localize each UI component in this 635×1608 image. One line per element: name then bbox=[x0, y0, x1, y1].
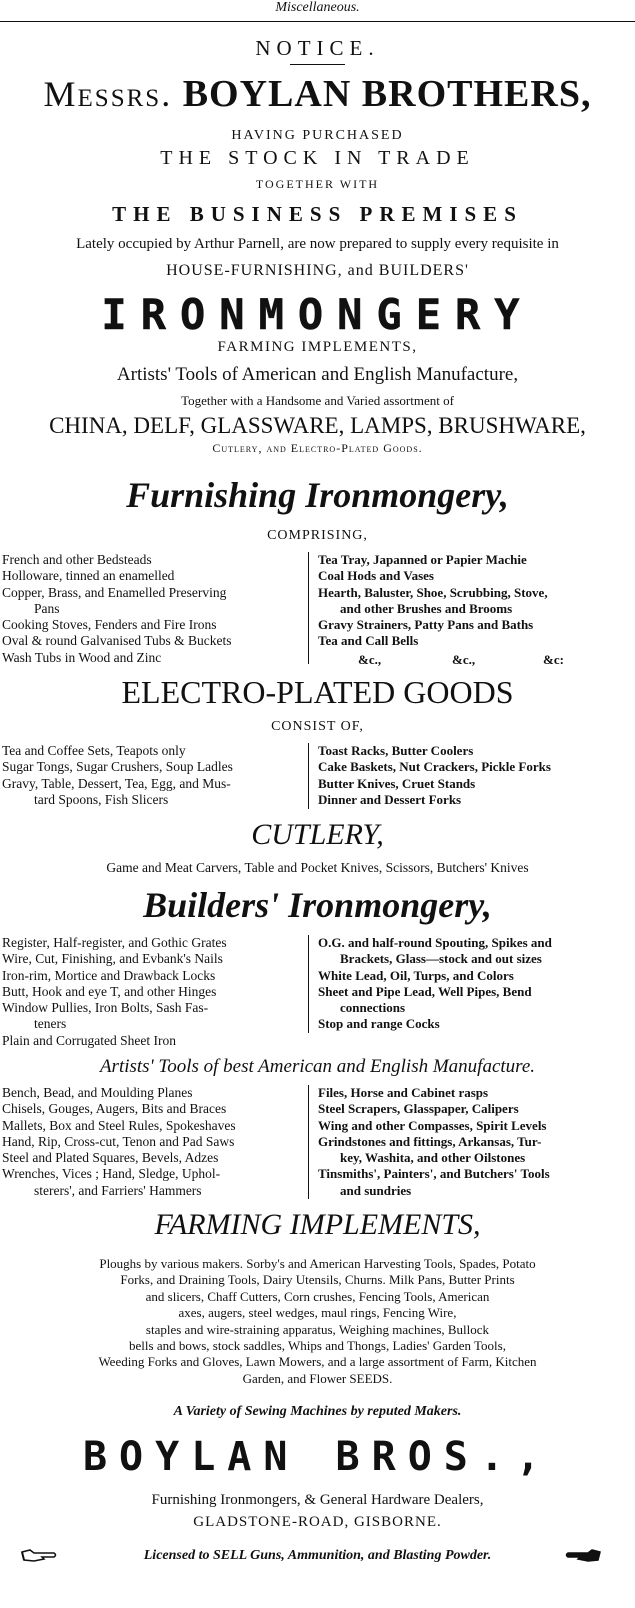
offer-together: Together with a Handsome and Varied assortment of bbox=[181, 393, 454, 408]
list-item: Wrenches, Vices ; Hand, Sledge, Uphol- bbox=[2, 1166, 221, 1182]
list-item: Oval & round Galvanised Tubs & Buckets bbox=[2, 633, 232, 649]
offer-farming: FARMING IMPLEMENTS, bbox=[217, 339, 418, 355]
list-item: Sugar Tongs, Sugar Crushers, Soup Ladles bbox=[2, 759, 233, 775]
farming-line: bells and bows, stock saddles, Whips and Thongs, Ladies' Garden Tools, bbox=[129, 1338, 506, 1354]
list-item: Iron-rim, Mortice and Drawback Locks bbox=[2, 967, 216, 983]
list-item: Hand, Rip, Cross-cut, Tenon and Pad Saws bbox=[2, 1133, 235, 1149]
artists-heading: Artists' Tools of best American and English Manufacture. bbox=[99, 1056, 536, 1077]
list-item: White Lead, Oil, Turps, and Colors bbox=[318, 967, 514, 983]
firm-name bbox=[0, 72, 635, 116]
list-item: Toast Racks, Butter Coolers bbox=[318, 743, 474, 758]
list-item: Window Pullies, Iron Bolts, Sash Fas- bbox=[2, 1000, 209, 1016]
footer-dealers: Furnishing Ironmongers, & General Hardware Dealers, bbox=[151, 1492, 484, 1508]
cutlery-line: Game and Meat Carvers, Table and Pocket Knives, Scissors, Butchers' Knives bbox=[106, 860, 529, 875]
farming-line: and slicers, Chaff Cutters, Corn crushes, Fencing Tools, American bbox=[145, 1288, 490, 1304]
farming-line: Forks, and Draining Tools, Dairy Utensils, Churns. Milk Pans, Butter Prints bbox=[120, 1272, 515, 1288]
list-item: Coal Hods and Vases bbox=[318, 568, 434, 584]
list-item: Gravy, Table, Dessert, Tea, Egg, and Mus- bbox=[2, 775, 231, 791]
list-item: Bench, Bead, and Moulding Planes bbox=[2, 1085, 193, 1100]
list-item: Pans bbox=[34, 600, 60, 616]
electro-sub: CONSIST OF, bbox=[271, 719, 364, 734]
sewing-line: A Variety of Sewing Machines by reputed Makers. bbox=[173, 1404, 462, 1419]
artists-right-list bbox=[318, 1085, 550, 1199]
list-item: Cooking Stoves, Fenders and Fire Irons bbox=[2, 617, 217, 633]
builders-columns bbox=[2, 935, 633, 1050]
list-item: Plain and Corrugated Sheet Iron bbox=[2, 1032, 176, 1048]
column-divider bbox=[308, 935, 309, 1033]
list-item: Gravy Strainers, Patty Pans and Baths bbox=[318, 617, 534, 633]
list-item: sterers', and Farriers' Hammers bbox=[34, 1182, 202, 1198]
farming-line: axes, augers, steel wedges, maul rings, Fencing Wire, bbox=[178, 1305, 457, 1321]
etc-mark: &c: bbox=[543, 652, 564, 667]
furnishing-sub: COMPRISING, bbox=[267, 528, 368, 543]
furnishing-right-list bbox=[318, 552, 548, 650]
column-divider bbox=[308, 552, 309, 664]
offer-artists: Artists' Tools of American and English Manufacture, bbox=[116, 364, 519, 385]
list-item: Tea and Coffee Sets, Teapots only bbox=[2, 743, 186, 758]
list-item: Tinsmiths', Painters', and Butchers' Tools bbox=[318, 1166, 550, 1182]
list-item: Steel and Plated Squares, Bevels, Adzes bbox=[2, 1150, 219, 1166]
list-item: Stop and range Cocks bbox=[318, 1016, 440, 1032]
builders-left-list bbox=[2, 935, 227, 1049]
intro-together-with: TOGETHER WITH bbox=[255, 177, 380, 191]
list-item: Register, Half-register, and Gothic Grates bbox=[2, 935, 227, 950]
list-item: Butter Knives, Cruet Stands bbox=[318, 775, 476, 791]
furnishing-left-list bbox=[2, 552, 232, 666]
builders-right-list bbox=[318, 935, 552, 1033]
list-item: Chisels, Gouges, Augers, Bits and Braces bbox=[2, 1101, 227, 1117]
etc-mark: &c., bbox=[452, 652, 476, 667]
boylan-bros-display: BOYLAN BROS., bbox=[82, 1434, 553, 1480]
firm-main-name: BOYLAN BROTHERS, bbox=[182, 73, 592, 115]
list-item: Tea Tray, Japanned or Papier Machie bbox=[318, 552, 527, 567]
etc-mark: &c., bbox=[358, 652, 382, 667]
ironmongery-display-heading: IRONMONGERY bbox=[101, 290, 534, 339]
offer-cutlery: Cutlery, and Electro-Plated Goods. bbox=[212, 441, 423, 455]
running-head: Miscellaneous. bbox=[275, 0, 360, 15]
electro-left-list bbox=[2, 743, 233, 808]
header-rule bbox=[0, 21, 635, 22]
artists-left-list bbox=[2, 1085, 236, 1199]
farming-heading: FARMING IMPLEMENTS, bbox=[154, 1208, 481, 1241]
farming-line: Garden, and Flower SEEDS. bbox=[242, 1370, 393, 1386]
column-divider bbox=[308, 1085, 309, 1199]
footer-address: GLADSTONE-ROAD, GISBORNE. bbox=[193, 1514, 442, 1530]
furnishing-heading: Furnishing Ironmongery, bbox=[126, 475, 509, 515]
list-item: French and other Bedsteads bbox=[2, 552, 152, 567]
list-item: connections bbox=[340, 1000, 405, 1016]
pointing-hand-icon bbox=[564, 1546, 602, 1564]
list-item: Mallets, Box and Steel Rules, Spokeshaves bbox=[2, 1117, 236, 1133]
offer-china: CHINA, DELF, GLASSWARE, LAMPS, BRUSHWARE, bbox=[49, 413, 586, 438]
list-item: Files, Horse and Cabinet rasps bbox=[318, 1085, 489, 1100]
farming-line: staples and wire-straining apparatus, Weighing machines, Bullock bbox=[145, 1321, 490, 1337]
farming-paragraph bbox=[0, 1256, 635, 1387]
list-item: tard Spoons, Fish Slicers bbox=[34, 791, 169, 807]
list-item: Dinner and Dessert Forks bbox=[318, 791, 462, 807]
intro-lately-occupied: Lately occupied by Arthur Parnell, are now prepared to supply every requisite in bbox=[76, 236, 559, 252]
furnishing-columns bbox=[2, 552, 633, 667]
license-line: Licensed to SELL Guns, Ammunition, and Blasting Powder. bbox=[143, 1548, 492, 1563]
list-item: Wash Tubs in Wood and Zinc bbox=[2, 649, 162, 665]
artists-columns bbox=[2, 1085, 633, 1205]
notice-underline bbox=[290, 64, 345, 65]
intro-having-purchased: HAVING PURCHASED bbox=[231, 128, 404, 143]
list-item: Cake Baskets, Nut Crackers, Pickle Forks bbox=[318, 759, 551, 775]
intro-business-premises: THE BUSINESS PREMISES bbox=[112, 202, 523, 226]
list-item: Brackets, Glass—stock and out sizes bbox=[340, 951, 542, 967]
intro-house-furnishing: HOUSE-FURNISHING, and BUILDERS' bbox=[166, 262, 469, 279]
list-item: Wing and other Compasses, Spirit Levels bbox=[318, 1117, 547, 1133]
list-item: Sheet and Pipe Lead, Well Pipes, Bend bbox=[318, 983, 532, 999]
list-item: and sundries bbox=[340, 1182, 412, 1198]
cutlery-heading: CUTLERY, bbox=[251, 818, 384, 851]
notice-title: NOTICE. bbox=[255, 36, 380, 60]
column-divider bbox=[308, 743, 309, 809]
list-item: key, Washita, and other Oilstones bbox=[340, 1150, 526, 1166]
list-item: Holloware, tinned an enamelled bbox=[2, 568, 175, 584]
intro-stock-in-trade: THE STOCK IN TRADE bbox=[160, 147, 475, 169]
list-item: teners bbox=[34, 1016, 67, 1032]
list-item: Copper, Brass, and Enamelled Preserving bbox=[2, 584, 227, 600]
list-item: and other Brushes and Brooms bbox=[340, 600, 513, 616]
farming-line: Weeding Forks and Gloves, Lawn Mowers, and a large assortment of Farm, Kitchen bbox=[98, 1354, 537, 1370]
list-item: Butt, Hook and eye T, and other Hinges bbox=[2, 983, 217, 999]
builders-heading: Builders' Ironmongery, bbox=[143, 885, 492, 925]
electro-right-list bbox=[318, 743, 551, 808]
list-item: Steel Scrapers, Glasspaper, Calipers bbox=[318, 1101, 519, 1117]
farming-line: Ploughs by various makers. Sorby's and American Harvesting Tools, Spades, Potato bbox=[99, 1256, 536, 1271]
list-item: Grindstones and fittings, Arkansas, Tur- bbox=[318, 1133, 542, 1149]
list-item: Hearth, Baluster, Shoe, Scrubbing, Stove, bbox=[318, 584, 548, 600]
electro-heading: ELECTRO-PLATED GOODS bbox=[121, 674, 514, 710]
list-item: Tea and Call Bells bbox=[318, 633, 419, 649]
list-item: O.G. and half-round Spouting, Spikes and bbox=[318, 935, 552, 950]
firm-prefix: Messrs. bbox=[43, 74, 173, 114]
list-item: Wire, Cut, Finishing, and Evbank's Nails bbox=[2, 951, 223, 967]
electro-columns bbox=[2, 743, 633, 813]
